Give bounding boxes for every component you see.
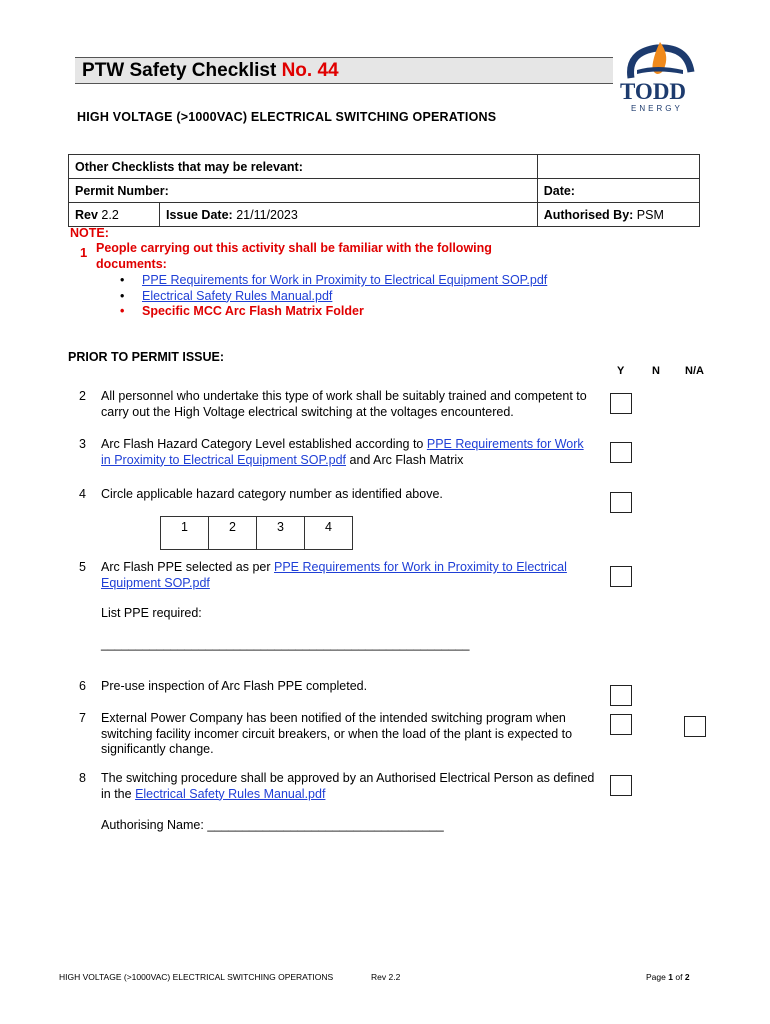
item-4-yes-checkbox[interactable]: [610, 492, 632, 513]
rev-cell: Rev 2.2: [69, 203, 160, 227]
electrical-safety-rules-link[interactable]: Electrical Safety Rules Manual.pdf: [135, 786, 326, 801]
page-subtitle: HIGH VOLTAGE (>1000VAC) ELECTRICAL SWITCHING OPERATIONS: [77, 110, 497, 124]
list-item: • Specific MCC Arc Flash Matrix Folder: [120, 304, 364, 319]
svg-text:ENERGY: ENERGY: [631, 104, 683, 113]
item-5-yes-checkbox[interactable]: [610, 566, 632, 587]
item-7-yes-checkbox[interactable]: [610, 714, 632, 735]
item-5-number: 5: [79, 560, 86, 574]
date-field[interactable]: Date:: [537, 179, 699, 203]
ppe-requirements-link[interactable]: PPE Requirements for Work in Proximity to Electrical Equipment SOP.pdf: [101, 560, 567, 590]
column-na-header: N/A: [685, 365, 704, 377]
item-8-yes-checkbox[interactable]: [610, 775, 632, 796]
ppe-requirements-link[interactable]: PPE Requirements for Work in Proximity to Electrical Equipment SOP.pdf: [101, 437, 584, 467]
item-3-number: 3: [79, 437, 86, 451]
page-title: PTW Safety Checklist No. 44: [82, 60, 339, 81]
hazard-category-option[interactable]: 2: [209, 517, 257, 550]
item-7-number: 7: [79, 711, 86, 725]
item-3-yes-checkbox[interactable]: [610, 442, 632, 463]
ppe-requirements-link[interactable]: PPE Requirements for Work in Proximity to Electrical Equipment SOP.pdf: [142, 273, 548, 287]
item-2-text: All personnel who undertake this type of work shall be suitably trained and competent to carry out the High Voltage electrical switching at the voltages encountered.: [101, 389, 587, 419]
item-6-yes-checkbox[interactable]: [610, 685, 632, 706]
list-item: • Electrical Safety Rules Manual.pdf: [120, 288, 333, 303]
issue-date-cell: Issue Date: 21/11/2023: [160, 203, 538, 227]
section-heading: PRIOR TO PERMIT ISSUE:: [68, 350, 225, 364]
authorising-name-field[interactable]: Authorising Name: __________________________________: [101, 818, 444, 832]
item-6-text: Pre-use inspection of Arc Flash PPE completed.: [101, 679, 368, 693]
checklist-number: No. 44: [281, 60, 339, 81]
column-yes-header: Y: [617, 365, 625, 377]
permit-number-field[interactable]: Permit Number:: [69, 179, 538, 203]
hazard-category-table: [160, 516, 353, 550]
permit-info-table: [68, 154, 700, 227]
item-7-na-checkbox[interactable]: [684, 716, 706, 737]
arc-flash-matrix-folder: Specific MCC Arc Flash Matrix Folder: [142, 304, 364, 319]
note-number: 1: [80, 245, 88, 260]
footer-page-number: Page 1 of 2: [646, 972, 690, 982]
item-3-text: Arc Flash Hazard Category Level established according to PPE Requirements for Work in Proximity to Electrical Equipment SOP.pdf and Arc Flash Matrix: [101, 437, 584, 467]
list-ppe-line[interactable]: _____________________________________________________: [101, 637, 470, 651]
note-text: People carrying out this activity shall be familiar with the following documents:: [96, 241, 492, 271]
hazard-category-option[interactable]: 1: [161, 517, 209, 550]
footer-title: HIGH VOLTAGE (>1000VAC) ELECTRICAL SWITCHING OPERATIONS: [59, 972, 334, 982]
item-4-text: Circle applicable hazard category number as identified above.: [101, 487, 443, 501]
footer-rev: Rev 2.2: [371, 972, 401, 982]
item-5-text: Arc Flash PPE selected as per PPE Requirements for Work in Proximity to Electrical Equipment SOP.pdf: [101, 560, 567, 590]
hazard-category-option[interactable]: 3: [257, 517, 305, 550]
note-heading: NOTE:: [70, 226, 109, 240]
other-checklists-field[interactable]: [537, 155, 699, 179]
todd-energy-logo: [617, 36, 703, 114]
list-item: • PPE Requirements for Work in Proximity to Electrical Equipment SOP.pdf: [120, 273, 548, 287]
column-no-header: N: [652, 365, 660, 377]
item-2-number: 2: [79, 389, 86, 403]
item-7-text: External Power Company has been notified of the intended switching program when switching facility incomer circuit breakers, or when the load of the plant is expected to significantly change.: [101, 711, 573, 756]
item-8-number: 8: [79, 771, 86, 785]
other-checklists-label: Other Checklists that may be relevant:: [69, 155, 538, 179]
item-6-number: 6: [79, 679, 86, 693]
note-document-list: [120, 273, 560, 320]
hazard-category-option[interactable]: 4: [305, 517, 353, 550]
list-ppe-label: List PPE required:: [101, 606, 202, 620]
electrical-safety-rules-link[interactable]: Electrical Safety Rules Manual.pdf: [142, 288, 333, 303]
item-2-yes-checkbox[interactable]: [610, 393, 632, 414]
item-8-text: The switching procedure shall be approved by an Authorised Electrical Person as defined in the Electrical Safety Rules Manual.pdf: [101, 771, 595, 801]
item-4-number: 4: [79, 487, 86, 501]
authorised-by-cell: Authorised By: PSM: [537, 203, 699, 227]
svg-text:TODD: TODD: [620, 79, 687, 104]
